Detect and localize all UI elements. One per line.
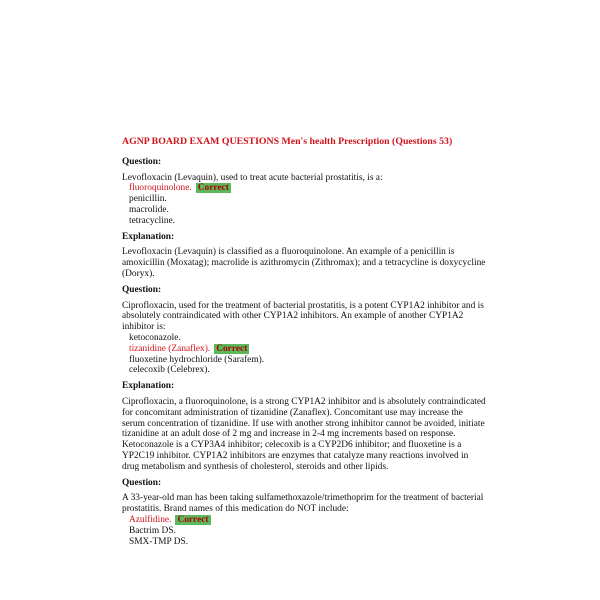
option-text: Azulfidine. — [129, 514, 172, 525]
option-text: tizanidine (Zanaflex). — [129, 343, 211, 354]
explanation-line: YP2C19 inhibitor. CYP1A2 inhibitors are enzymes that catalyze many reactions involved in — [122, 450, 469, 461]
correct-badge: Correct — [197, 183, 229, 194]
question-heading: Question: — [122, 156, 162, 167]
correct-badge: Correct — [216, 343, 248, 354]
question-1 — [122, 173, 482, 227]
answer-option: SMX-TMP DS. — [129, 536, 189, 547]
question-stem: prostatitis. Brand names of this medication do NOT include: — [122, 504, 349, 515]
explanation-line: Ketoconazole is a CYP3A4 inhibitor; celecoxib is a CYP2D6 inhibitor; and fluoxetine is a — [122, 440, 462, 451]
question-heading: Question: — [122, 284, 162, 295]
explanation-heading: Explanation: — [122, 231, 175, 242]
answer-option-correct — [122, 344, 482, 355]
explanation-line: serum concentration of tizanidine. If use with another strong inhibitor cannot be avoided, initiate — [122, 418, 485, 429]
explanation-line: Levofloxacin (Levaquin) is classified as a fluoroquinolone. An example of a penicillin is — [122, 247, 455, 258]
answer-option: penicillin. — [129, 194, 167, 205]
answer-option-correct — [122, 515, 482, 526]
answer-option: fluoxetine hydrochloride (Sarafem). — [129, 354, 265, 365]
answer-option-correct — [122, 183, 482, 194]
answer-option: tetracycline. — [129, 215, 176, 226]
explanation-line: tizanidine at an adult dose of 2 mg and increase in 2-4 mg increments based on response. — [122, 429, 456, 440]
question-3 — [122, 493, 482, 547]
explanation-line: Ciprofloxacin, a fluoroquinolone, is a strong CYP1A2 inhibitor and is absolutely contraindicated — [122, 396, 486, 407]
answer-option: macrolide. — [129, 204, 169, 215]
answer-option: Bactrim DS. — [129, 525, 176, 536]
question-stem: Levofloxacin (Levaquin), used to treat acute bacterial prostatitis, is a: — [122, 172, 383, 183]
question-stem: A 33-year-old man has been taking sulfamethoxazole/trimethoprim for the treatment of bacterial — [122, 493, 484, 504]
explanation-line: drug metabolism and synthesis of cholesterol, steroids and other lipids. — [122, 461, 389, 472]
answer-option: ketoconazole. — [129, 332, 181, 343]
answer-option: celecoxib (Celebrex). — [129, 365, 210, 376]
explanation-heading: Explanation: — [122, 381, 175, 392]
document-title: AGNP BOARD EXAM QUESTIONS Men's health Prescription (Questions 53) — [122, 136, 453, 147]
question-stem: inhibitor is: — [122, 322, 166, 333]
explanation-2 — [122, 396, 486, 473]
explanation-line: amoxicillin (Moxatag); macrolide is azithromycin (Zithromax); and a tetracycline is doxycycline — [122, 258, 486, 269]
question-stem: Ciprofloxacin, used for the treatment of bacterial prostatitis, is a potent CYP1A2 inhibitor and is — [122, 300, 484, 311]
document-page — [122, 136, 486, 547]
explanation-1 — [122, 247, 486, 279]
question-2 — [122, 301, 482, 377]
explanation-line: (Doryx). — [122, 268, 155, 279]
question-stem: absolutely contraindicated with other CYP1A2 inhibitors. An example of another CYP1A2 — [122, 311, 464, 322]
correct-badge: Correct — [177, 514, 209, 525]
question-heading: Question: — [122, 477, 162, 488]
explanation-line: for concomitant administration of tizanidine (Zanaflex). Concomitant use may increase the — [122, 407, 463, 418]
option-text: fluoroquinolone. — [129, 183, 192, 194]
